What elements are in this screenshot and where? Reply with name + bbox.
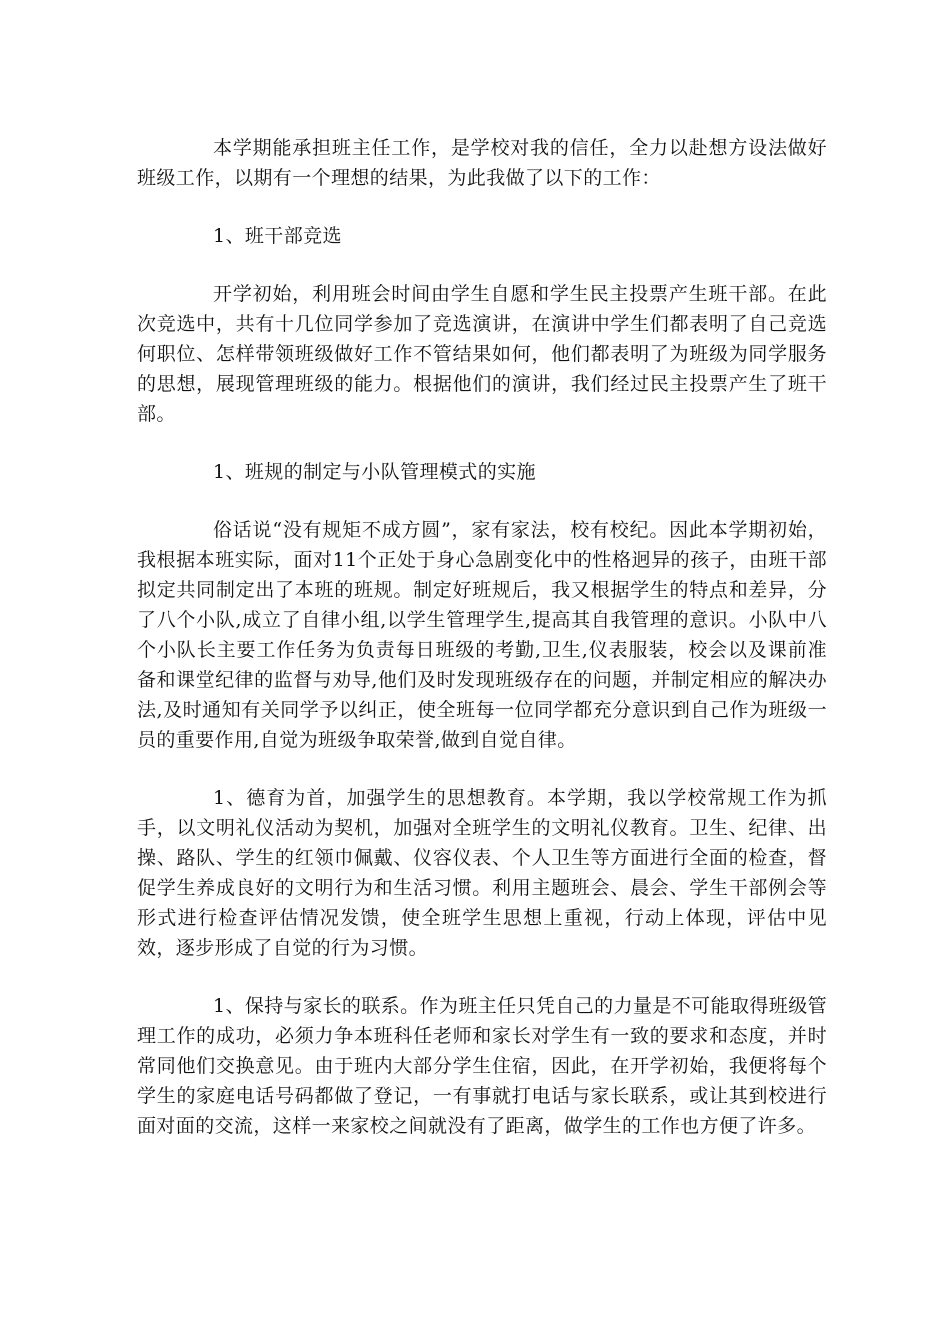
section-heading-class-rules: 1、班规的制定与小队管理模式的实施 xyxy=(213,461,536,483)
paragraph-moral-education: 1、德育为首，加强学生的思想教育。本学期，我以学校常规工作为抓手，以文明礼仪活动为契机，加强对全班学生的文明礼仪教育。卫生、纪律、出操、路队、学生的红领巾佩戴、仪容仪表、个人卫生等方面进行全面的检查，督促学生养成良好的文明行为和生活习惯。利用主题班会、晨会、学生干部例会等形式进行检查评估情况发馈，使全班学生思想上重视，行动上体现，评估中见效，逐步形成了自觉的行为习惯。 xyxy=(137,787,827,959)
paragraph-class-cadre-election: 开学初始，利用班会时间由学生自愿和学生民主投票产生班干部。在此次竞选中，共有十几位同学参加了竞选演讲，在演讲中学生们都表明了自己竞选何职位、怎样带领班级做好工作不管结果如何，他们都表明了为班级为同学服务的思想，展现管理班级的能力。根据他们的演讲，我们经过民主投票产生了班干部。 xyxy=(137,283,827,425)
paragraph-parent-contact: 1、保持与家长的联系。作为班主任只凭自己的力量是不可能取得班级管理工作的成功，必须力争本班科任老师和家长对学生有一致的要求和态度，并时常同他们交换意见。由于班内大部分学生住宿，因此，在开学初始，我便将每个学生的家庭电话号码都做了登记，一有事就打电话与家长联系，或让其到校进行面对面的交流，这样一来家校之间就没有了距离，做学生的工作也方便了许多。 xyxy=(137,995,827,1137)
section-heading-class-cadre-election: 1、班干部竞选 xyxy=(213,225,342,247)
paragraph-class-rules: 俗话说“没有规矩不成方圆”，家有家法，校有校纪。因此本学期初始，我根据本班实际，面对11个正处于身心急剧变化中的性格迥异的孩子，由班干部拟定共同制定出了本班的班规。制定好班规后，我又根据学生的特点和差异，分了八个小队,成立了自律小组,以学生管理学生,提高其自我管理的意识。小队中八个小队长主要工作任务为负责每日班级的考勤,卫生,仪表服装，校会以及课前准备和课堂纪律的监督与劝导,他们及时发现班级存在的问题，并制定相应的解决办法,及时通知有关同学予以纠正，使全班每一位同学都充分意识到自己作为班级一员的重要作用,自觉为班级争取荣誉,做到自觉自律。 xyxy=(137,519,827,751)
intro-paragraph: 本学期能承担班主任工作，是学校对我的信任，全力以赴想方设法做好班级工作，以期有一个理想的结果，为此我做了以下的工作： xyxy=(137,137,827,189)
document-body xyxy=(137,133,827,1169)
